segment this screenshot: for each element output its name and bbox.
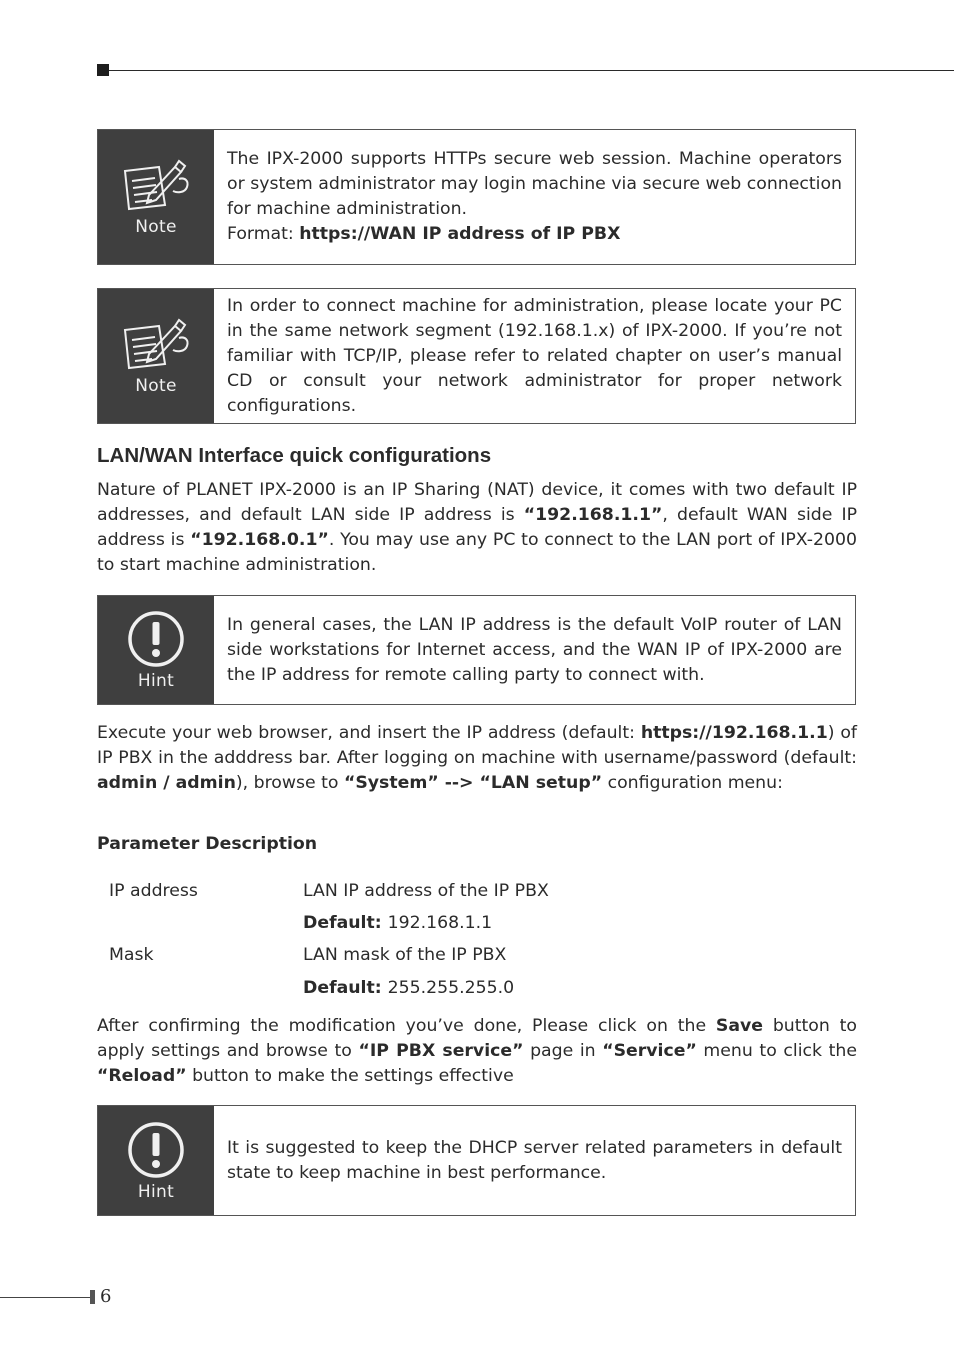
note-sidebar [98, 289, 214, 423]
hint-text [214, 1106, 855, 1215]
param-mask-default [303, 976, 514, 1001]
text-run: , default WAN side IP address is [97, 505, 857, 550]
hint-body: In general cases, the LAN IP address is the default VoIP router of LAN side workstations for Internet access, and the WAN IP of IPX-2000 are the IP address for remote calling party to connect with. [227, 614, 842, 685]
hint-box-gateway [97, 595, 856, 705]
text-run: button to make the settings effective [186, 1066, 514, 1086]
param-mask-desc: LAN mask of the IP PBX [303, 945, 507, 965]
header-rule [109, 70, 954, 71]
credentials-bold: admin / admin [97, 773, 236, 793]
default-value: 255.255.255.0 [387, 978, 515, 998]
format-label: Format: [227, 224, 300, 244]
text-run: page in [523, 1041, 603, 1061]
note-body: The IPX-2000 supports HTTPs secure web session. Machine operators or system administrator may login machine via secure web connection for machine administration. [227, 149, 842, 219]
save-paragraph [97, 1014, 857, 1089]
default-label: Default: [303, 978, 388, 998]
text-run: menu to click the [696, 1041, 858, 1061]
menu-path-bold: “System” --> “LAN setup” [343, 773, 603, 793]
service-bold: “Service” [602, 1041, 697, 1061]
hint-label: Hint [137, 671, 175, 691]
exclamation-icon [126, 1120, 186, 1180]
text-run: configuration menu: [602, 773, 783, 793]
param-ip-desc: LAN IP address of the IP PBX [303, 881, 549, 901]
ip-pbx-service-bold: “IP PBX service” [358, 1041, 524, 1061]
hint-label: Hint [137, 1181, 175, 1202]
browser-paragraph [97, 721, 857, 796]
lan-ip-bold: “192.168.1.1” [523, 505, 663, 525]
note-text [214, 289, 855, 423]
hint-box-dhcp [97, 1105, 856, 1216]
footer-rule [0, 1297, 90, 1298]
format-value: https://WAN IP address of IP PBX [299, 224, 621, 244]
param-ip-name: IP address [109, 881, 198, 901]
reload-bold: “Reload” [97, 1066, 187, 1086]
save-bold: Save [715, 1016, 763, 1036]
text-run: . You may use any PC to connect to the LAN port of IPX-2000 to start machine administration. [97, 530, 857, 575]
text-run: button to apply settings and browse to [97, 1016, 857, 1061]
note-box-network [97, 288, 856, 424]
note-box-https [97, 129, 856, 265]
param-mask-name: Mask [109, 945, 154, 965]
note-pen-icon [119, 316, 193, 374]
intro-paragraph [97, 478, 857, 578]
note-body: In order to connect machine for administration, please locate your PC in the same network segment (192.168.1.x) of IPX-2000. If you’re not familiar with TCP/IP, please refer to related chapter on user’s manual CD or consult your network administrator for proper network configurations. [227, 295, 842, 416]
footer-bar [90, 1290, 95, 1304]
text-run: Execute your web browser, and insert the IP address (default: [97, 723, 641, 743]
default-url-bold: https://192.168.1.1 [640, 723, 828, 743]
note-label: Note [135, 217, 177, 237]
hint-sidebar [98, 1106, 214, 1215]
param-ip-default [303, 911, 492, 936]
parameter-header: Parameter Description [97, 834, 318, 854]
note-format-line [227, 222, 842, 247]
text-run: After confirming the modification you’ve done, Please click on the [97, 1016, 716, 1036]
header-square [97, 64, 109, 76]
note-label: Note [135, 376, 177, 396]
hint-sidebar [98, 596, 214, 704]
hint-body: It is suggested to keep the DHCP server related parameters in default state to keep machine in best performance. [227, 1137, 842, 1183]
wan-ip-bold: “192.168.0.1” [190, 530, 329, 550]
page-number: 6 [100, 1286, 112, 1307]
note-text [214, 130, 855, 264]
section-heading: LAN/WAN Interface quick configurations [97, 444, 492, 467]
default-label: Default: [303, 913, 388, 933]
exclamation-icon [126, 609, 186, 669]
note-sidebar [98, 130, 214, 264]
text-run: ), browse to [235, 773, 344, 793]
note-pen-icon [119, 157, 193, 215]
default-value: 192.168.1.1 [387, 913, 493, 933]
text-run: ) of IP PBX in the adddress bar. After logging on machine with username/password (default: [97, 723, 857, 768]
text-run: Nature of PLANET IPX-2000 is an IP Sharing (NAT) device, it comes with two default IP addresses, and default LAN side IP address is [97, 480, 857, 525]
hint-text [214, 596, 855, 704]
